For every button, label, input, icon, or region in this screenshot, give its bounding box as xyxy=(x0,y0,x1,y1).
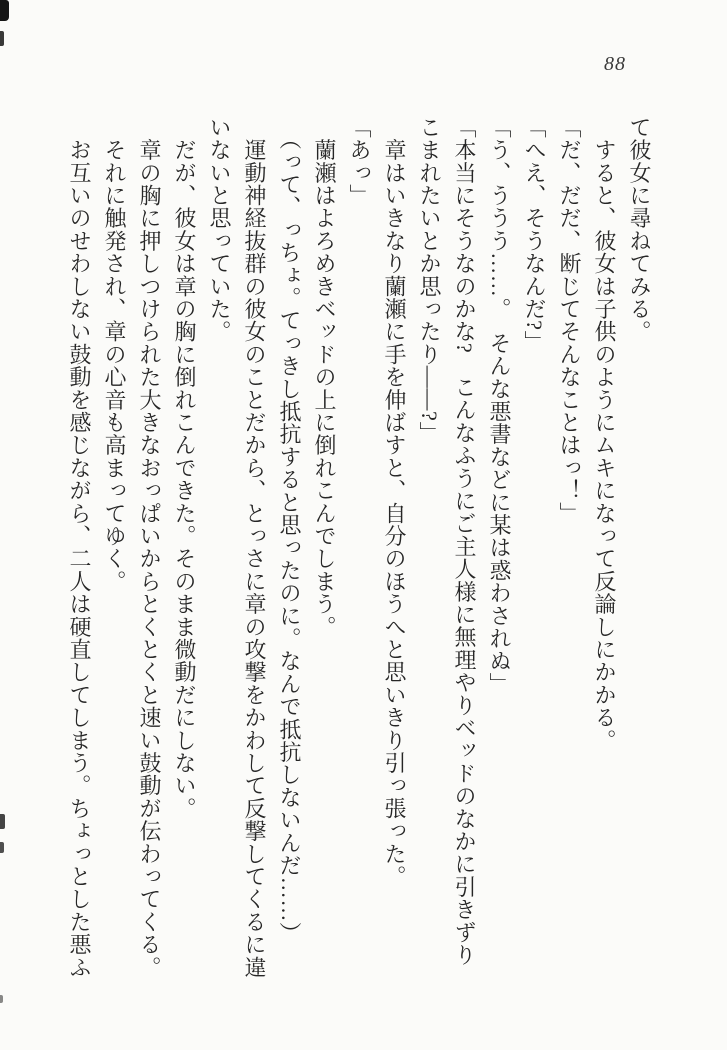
scan-artifact xyxy=(0,31,4,46)
text-line: 「だ、だだ、断じてそんなことはっ！」 xyxy=(557,116,582,525)
text-line: 章はいきなり蘭瀬に手を伸ばすと、自分のほうへと思いきり引っ張った。 xyxy=(382,116,407,888)
text-line: すると、彼女は子供のようにムキになって反論しにかかる。 xyxy=(592,116,617,752)
text-line: だが、彼女は章の胸に倒れこんできた。そのまま微動だにしない。 xyxy=(172,116,197,820)
text-line: 蘭瀬はよろめきベッドの上に倒れこんでしまう。 xyxy=(312,116,337,639)
text-line: て彼女に尋ねてみる。 xyxy=(627,116,652,343)
text-line: お互いのせわしない鼓動を感じながら、二人は硬直してしまう。ちょっとした悪ふ xyxy=(67,116,92,979)
scan-artifact xyxy=(0,842,4,853)
text-line: 「あっ」 xyxy=(347,116,372,207)
text-line: 「う、ううう……。 そんな悪書などに某は惑わされぬ」 xyxy=(487,116,512,696)
scan-artifact xyxy=(0,814,5,829)
text-line: 「へえ、そうなんだ?」 xyxy=(522,116,547,354)
text-line: 運動神経抜群の彼女のことだから、とっさに章の攻撃をかわして反撃してくるに違 xyxy=(242,116,267,979)
text-line: それに触発され、章の心音も高まってゆく。 xyxy=(102,116,127,593)
text-line: 章の胸に押しつけられた大きなおっぱいからとくとくと速い鼓動が伝わってくる。 xyxy=(137,116,162,979)
body-text xyxy=(62,116,657,988)
text-line: （って、っちょ。てっきし抵抗すると思ったのに。なんで抵抗しないんだ……） xyxy=(277,116,302,945)
text-line: いないと思っていた。 xyxy=(207,116,232,343)
text-line: 「本当にそうなのかな? こんなふうにご主人様に無理やりベッドのなかに引きずり xyxy=(452,116,477,967)
scan-artifact xyxy=(0,0,9,21)
text-line: こまれたいとか思ったり――?」 xyxy=(417,116,442,445)
scan-artifact xyxy=(0,995,3,1003)
page-number: 88 xyxy=(604,53,626,75)
